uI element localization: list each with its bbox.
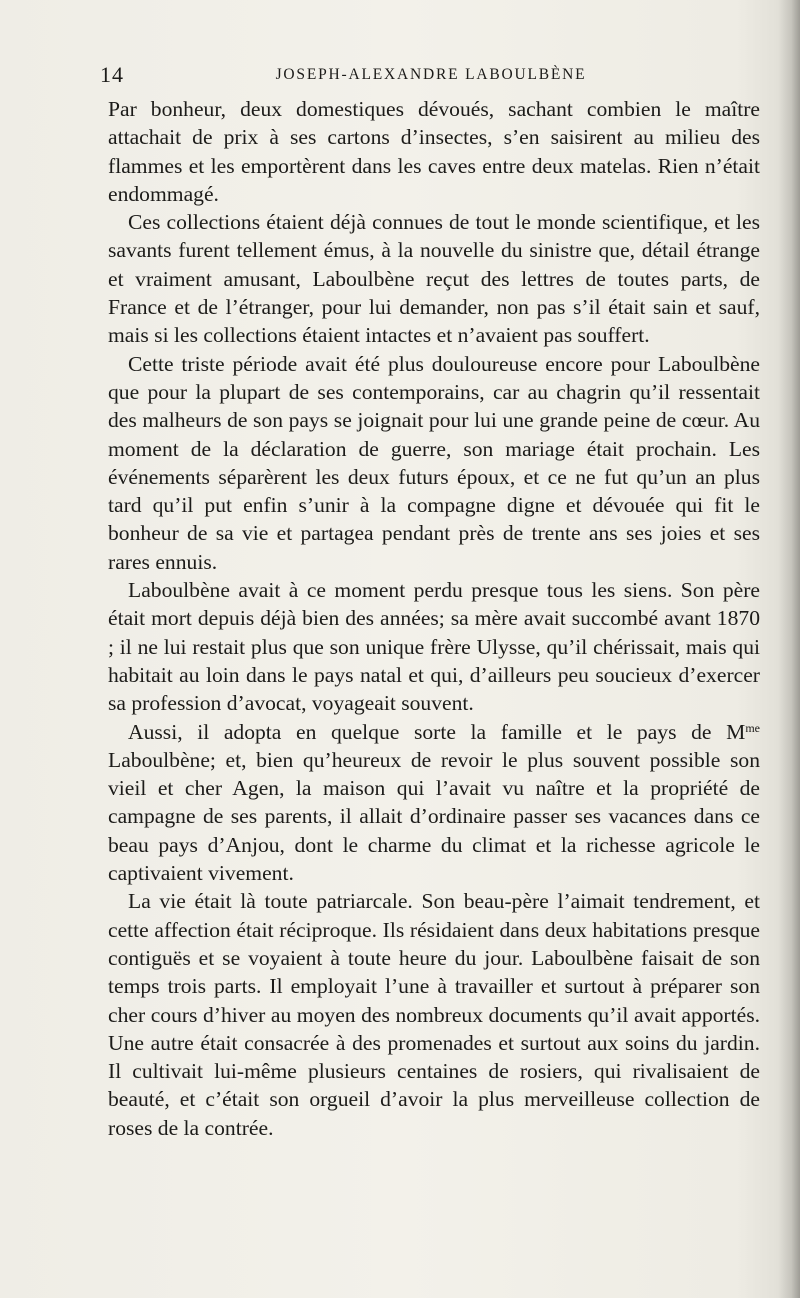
paragraph-5-start: Aussi, il adopta en quelque sorte la famille et le pays de M [128, 719, 746, 744]
page-number: 14 [100, 62, 124, 87]
page-edge-shadow [778, 0, 800, 1298]
body-text [108, 95, 760, 1142]
paragraph-2: Ces collections étaient déjà connues de tout le monde scientifique, et les savants furent tellement émus, à la nouvelle du sinistre que, détail étrange et vraiment amusant, Laboulbène reçut des lettres de toutes parts, de France et de l’étranger, pour lui demander, non pas s’il était sain et sauf, mais si les collections étaient intactes et n’avaient pas souffert. [108, 210, 760, 348]
paragraph-1: Par bonheur, deux domestiques dévoués, sachant combien le maître attachait de prix à ses cartons d’insectes, s’en saisirent au milieu des flammes et les emportèrent dans les caves entre deux matelas. Rien n’était endommagé. [108, 97, 760, 206]
paragraph-5-rest: Laboulbène; et, bien qu’heureux de revoir le plus souvent possible son vieil et cher Agen, la maison qui l’avait vu naître et la propriété de campagne de ses parents, il allait d’ordinaire passer ses vacances dans ce beau pays d’Anjou, dont le charme du climat et la richesse agricole le captivaient vivement. [108, 747, 760, 886]
page-header [100, 62, 762, 92]
running-head: JOSEPH-ALEXANDRE LABOULBÈNE [275, 66, 587, 83]
paragraph-5 [108, 718, 760, 888]
paragraph-4: Laboulbène avait à ce moment perdu presque tous les siens. Son père était mort depuis déjà bien des années; sa mère avait succombé avant 1870 ; il ne lui restait plus que son unique frère Ulysse, qu’il chérissait, mais qui habitait au loin dans le pays natal et qui, d’ailleurs peu soucieux d’exercer sa profession d’avocat, voyageait souvent. [108, 578, 760, 716]
superscript-me: me [745, 720, 760, 735]
paragraph-6: La vie était là toute patriarcale. Son beau-père l’aimait tendrement, et cette affection était réciproque. Ils résidaient dans deux habitations presque contiguës et se voyaient à toute heure du jour. Laboulbène faisait de son temps trois parts. Il employait l’une à travailler et surtout à préparer son cher cours d’hiver au moyen des nombreux documents qu’il avait apportés. Une autre était consacrée à des promenades et surtout aux soins du jardin. Il cultivait lui-même plusieurs centaines de rosiers, qui rivalisaient de beauté, et c’était son orgueil d’avoir la plus merveilleuse collection de roses de la contrée. [108, 889, 760, 1140]
paragraph-3: Cette triste période avait été plus douloureuse encore pour Laboulbène que pour la plupart de ses contemporains, car au chagrin qu’il ressentait des malheurs de son pays se joignait pour lui une grande peine de cœur. Au moment de la déclaration de guerre, son mariage était prochain. Les événements séparèrent les deux futurs époux, et ce ne fut qu’un an plus tard qu’il put enfin s’unir à la compagne digne et dévouée qui fit le bonheur de sa vie et partagea pendant près de trente ans ses joies et ses rares ennuis. [108, 351, 760, 574]
